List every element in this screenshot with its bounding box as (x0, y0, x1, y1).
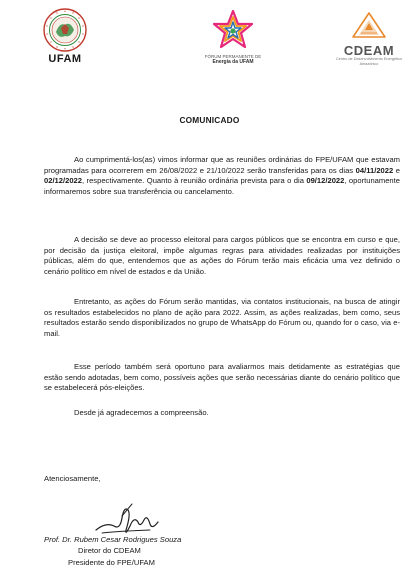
paragraph-1-date3: 09/12/2022 (306, 176, 345, 186)
signatory-name: Prof. Dr. Rubem Cesar Rodrigues Souza (44, 535, 182, 544)
paragraph-4: Esse período também será oportuno para avaliarmos mais detidamente as estratégias que estão sendo adotadas, bem como, possíveis ações que serão necessárias diante do cenário político que se estabelecerá pós-eleições. (44, 362, 400, 393)
ufam-seal-icon (43, 8, 87, 52)
forum-logo (190, 10, 276, 65)
cdeam-logo-subtitle: Centro de Desenvolvimento Energético Amazônico (335, 57, 403, 66)
document-title: COMUNICADO (179, 115, 240, 125)
cdeam-logo-name: CDEAM (343, 43, 395, 58)
forum-logo-line1: FÓRUM PERMANENTE DE (204, 54, 262, 59)
paragraph-1-part2: e (393, 165, 400, 175)
paragraph-2: A decisão se deve ao processo eleitoral para cargos públicos que se encontra em curso e que, por decisão da justiça eleitoral, impõe algumas regras para atividades realizadas por instituições públicas, além do que, entendemos que as ações do Fórum terão mais eficácia uma vez definido o cenário político em nível de estados e da União. (44, 235, 400, 276)
paragraph-1-date1: 04/11/2022 (355, 165, 394, 175)
forum-star-icon (213, 10, 253, 48)
paragraph-5: Desde já agradecemos a compreensão. (74, 408, 209, 417)
signatory-role-1: Diretor do CDEAM (78, 546, 141, 555)
paragraph-3: Entretanto, as ações do Fórum serão mantidas, via contatos institucionais, na busca de atingir os resultados estabelecidos no plano de ação para 2022. Assim, as ações realizadas, bem como, seus resultados estarão sendo disponibilizados no grupo de WhatsApp do Fórum ou, quando for o caso, via e-mail. (44, 297, 400, 338)
ufam-logo (30, 8, 100, 65)
closing-salutation: Atenciosamente, (44, 474, 101, 483)
cdeam-triangle-icon (352, 12, 386, 38)
paragraph-1-part4: , oportunamente informaremos sobre sua transferência ou cancelamento. (44, 176, 400, 196)
cdeam-logo (332, 12, 406, 66)
ufam-logo-name: UFAM (48, 53, 82, 65)
letterhead (0, 0, 419, 80)
paragraph-1-part3: , respectivamente. Quanto à reunião ordinária prevista para o dia (82, 176, 307, 186)
forum-logo-line2: Energia da UFAM (212, 59, 254, 65)
handwritten-signature-icon (92, 500, 162, 540)
paragraph-1-date2: 02/12/2022 (44, 176, 83, 186)
signatory-role-2: Presidente do FPE/UFAM (68, 558, 155, 567)
paragraph-1-part1: Ao cumprimentá-los(as) vimos informar que as reuniões ordinárias do FPE/UFAM que estavam programadas para ocorrerem em 26/08/2022 e 21/10/2022 serão transferidas para os dias (44, 155, 400, 175)
paragraph-1 (44, 155, 400, 197)
